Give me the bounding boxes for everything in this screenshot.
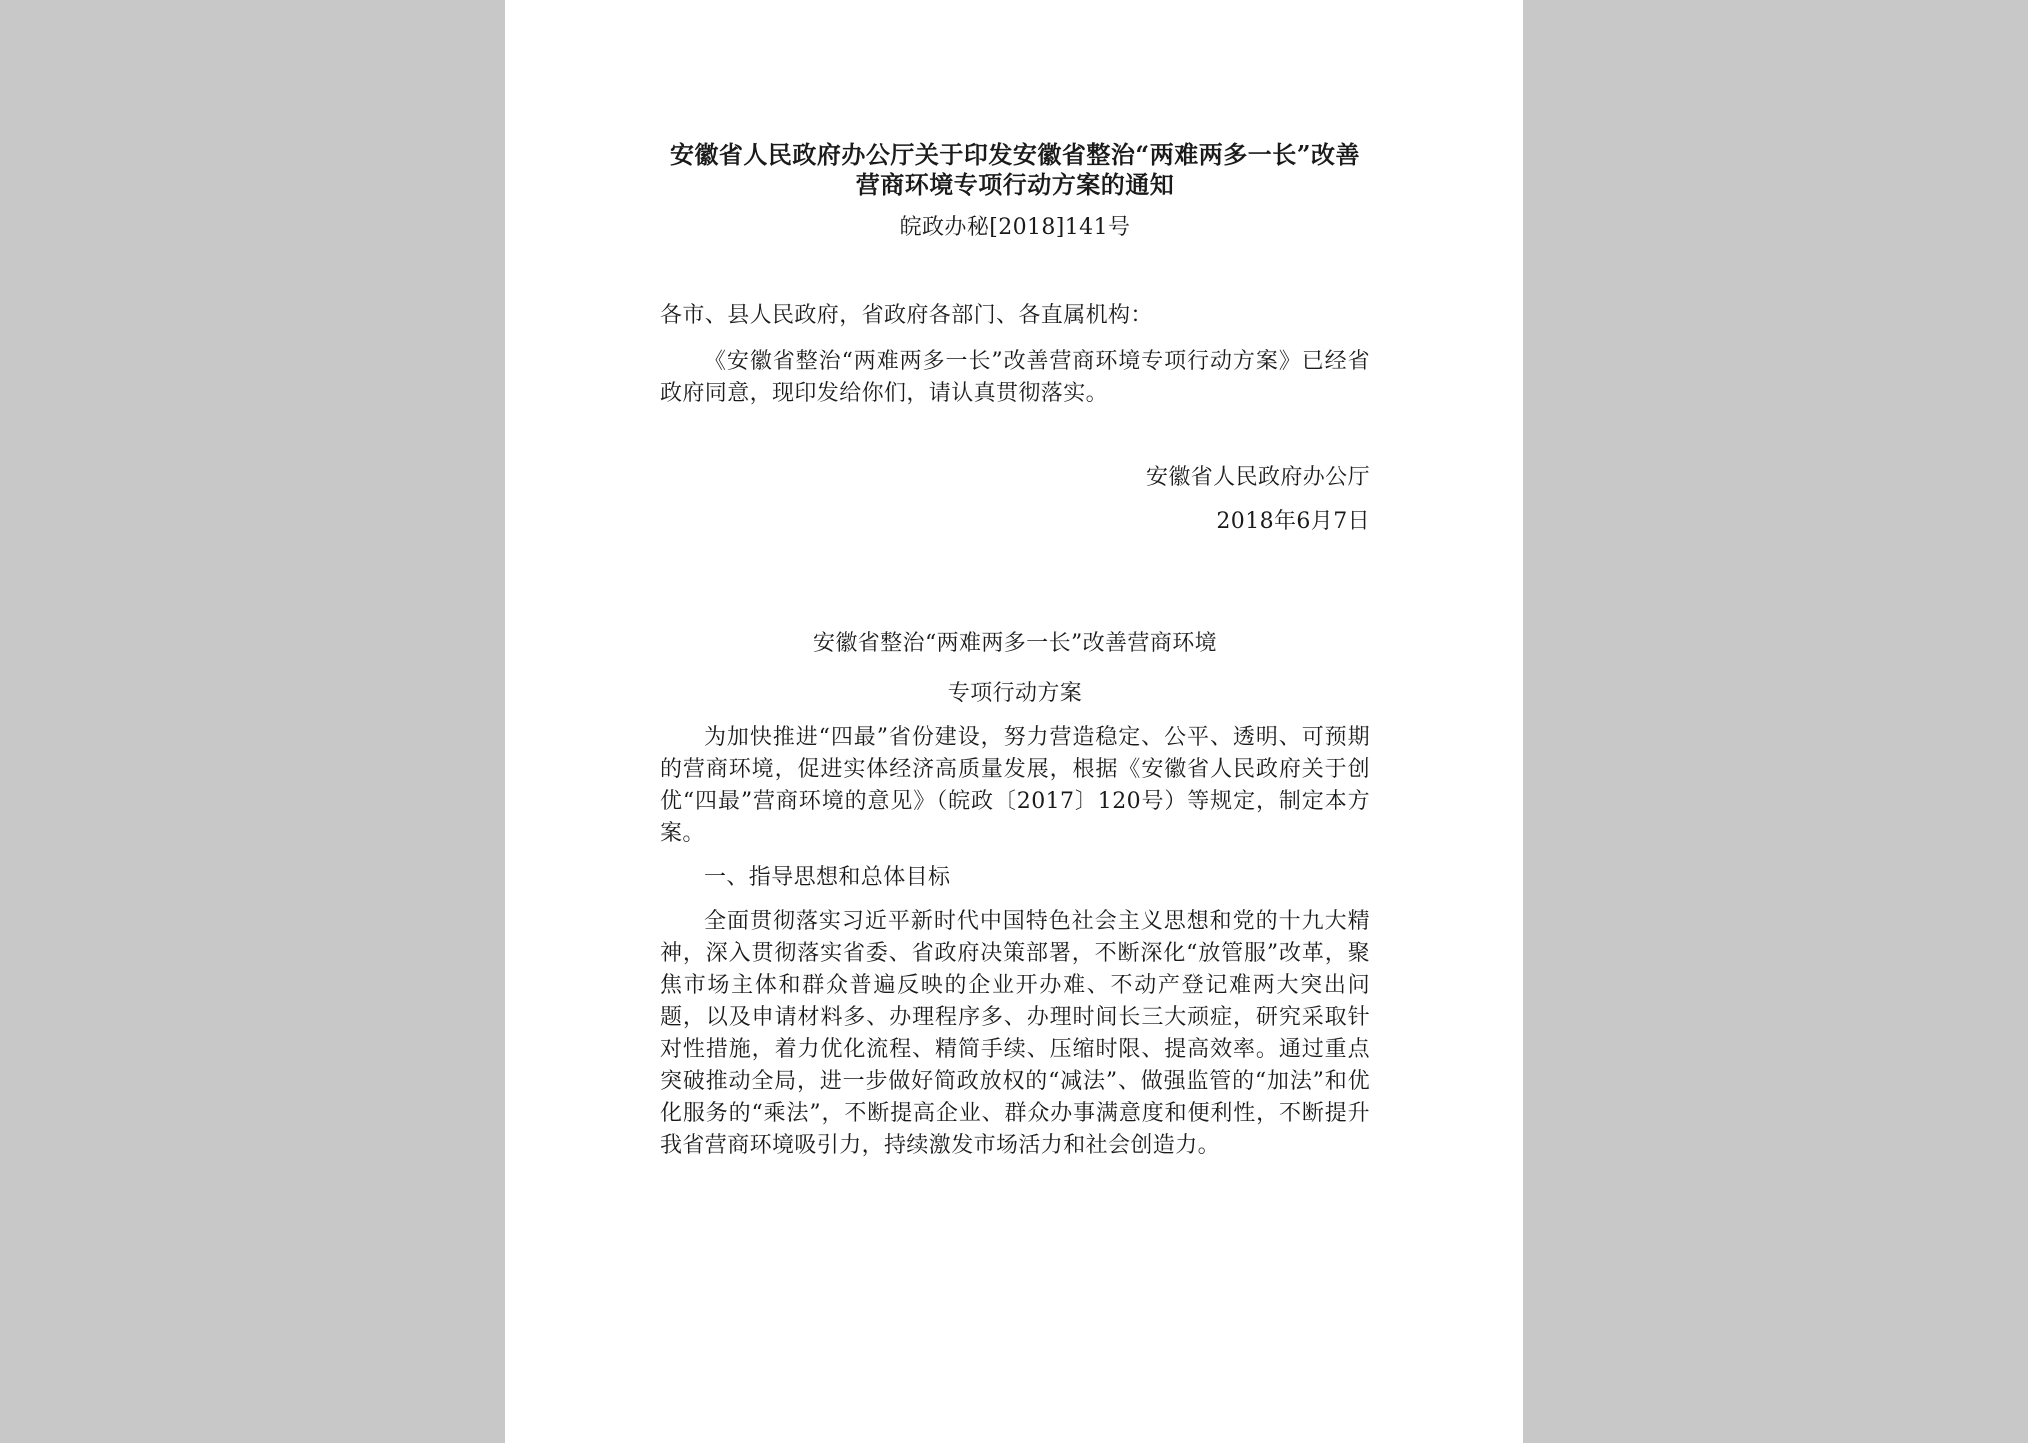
notice-body: 《安徽省整治“两难两多一长”改善营商环境专项行动方案》已经省政府同意，现印发给你们，请认真贯彻落实。	[660, 349, 1370, 406]
section1-body: 全面贯彻落实习近平新时代中国特色社会主义思想和党的十九大精神，深入贯彻落实省委、省政府决策部署，不断深化“放管服”改革，聚焦市场主体和群众普遍反映的企业开办难、不动产登记难两大突出问题，以及申请材料多、办理程序多、办理时间长三大顽症，研究采取针对性措施，着力优化流程、精简手续、压缩时限、提高效率。通过重点突破推动全局，进一步做好简政放权的“减法”、做强监管的“加法”和优化服务的“乘法”，不断提高企业、群众办事满意度和便利性，不断提升我省营商环境吸引力，持续激发市场活力和社会创造力。	[660, 909, 1370, 1158]
document-page	[505, 0, 1523, 1443]
notice-title-line1: 安徽省人民政府办公厅关于印发安徽省整治“两难两多一长”改善	[669, 140, 1361, 169]
issue-date: 2018年6月7日	[1216, 509, 1370, 534]
doc-number: 皖政办秘[2018]141号	[899, 215, 1131, 240]
plan-title-line2: 专项行动方案	[947, 681, 1083, 706]
plan-title-line1: 安徽省整治“两难两多一长”改善营商环境	[812, 631, 1218, 656]
plan-intro: 为加快推进“四最”省份建设，努力营造稳定、公平、透明、可预期的营商环境，促进实体经济高质量发展，根据《安徽省人民政府关于创优“四最”营商环境的意见》（皖政〔2017〕120号）等规定，制定本方案。	[660, 725, 1370, 846]
notice-title-line2: 营商环境专项行动方案的通知	[855, 170, 1175, 199]
salutation: 各市、县人民政府，省政府各部门、各直属机构：	[660, 303, 1153, 328]
signer: 安徽省人民政府办公厅	[1145, 465, 1370, 490]
section1-heading: 一、指导思想和总体目标	[704, 865, 951, 890]
document-content	[660, 140, 1370, 1162]
